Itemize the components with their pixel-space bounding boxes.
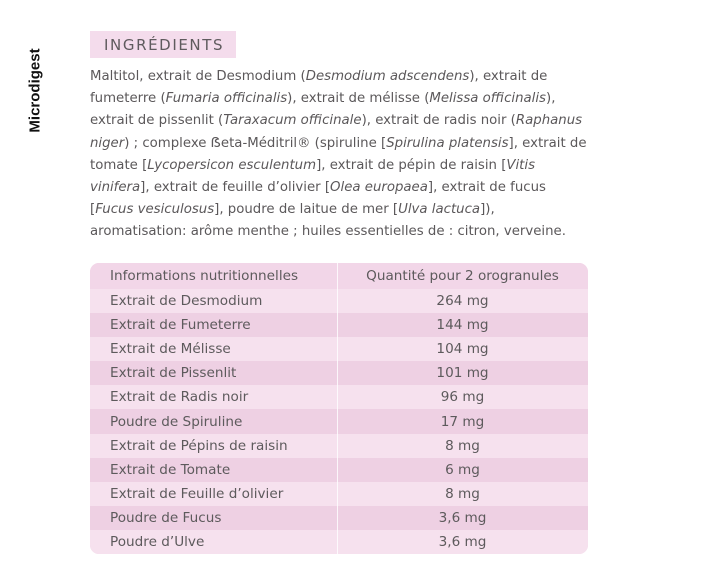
table-row [90, 337, 588, 361]
nutrient-quantity: 8 mg [445, 485, 480, 502]
nutrient-quantity: 101 mg [436, 365, 489, 382]
table-row [90, 482, 588, 506]
ingredients-heading [90, 31, 236, 58]
nutrient-quantity: 3,6 mg [438, 533, 487, 550]
ingredient-text: Maltitol, extrait de Desmodium ( [90, 69, 306, 84]
nutrient-name: Extrait de Pissenlit [110, 365, 237, 382]
latin-name: Olea europaea [330, 180, 428, 196]
table-row [90, 530, 588, 554]
latin-name: Desmodium adscendens [305, 69, 470, 84]
ingredients-text [90, 66, 590, 244]
nutrient-quantity: 8 mg [445, 437, 480, 454]
ingredient-text: ), extrait de pissenlit ( [90, 91, 556, 129]
table-header-row [90, 263, 588, 289]
nutrient-quantity: 17 mg [440, 413, 485, 430]
ingredient-text: ), extrait de fumeterre ( [90, 69, 548, 107]
nutrient-name: Extrait de Pépins de raisin [110, 437, 288, 454]
nutrient-name: Extrait de Mélisse [110, 341, 231, 358]
nutrient-quantity: 104 mg [436, 341, 489, 358]
nutrient-quantity: 264 mg [436, 293, 489, 310]
ingredients-heading-text: INGRÉDIENTS [104, 35, 225, 54]
nutrient-name: Extrait de Radis noir [110, 389, 249, 406]
table-row [90, 361, 588, 385]
latin-name: Spirulina platensis [386, 135, 509, 151]
latin-name: Taraxacum officinale [223, 113, 362, 129]
nutrient-name: Extrait de Fumeterre [110, 317, 251, 334]
nutrient-name: Poudre de Fucus [110, 509, 222, 526]
nutrient-quantity: 144 mg [436, 317, 489, 334]
latin-name: Ulva lactuca [398, 202, 481, 218]
ingredient-text: ], extrait de fucus [ [90, 180, 546, 218]
table-row [90, 313, 588, 337]
table-row [90, 458, 588, 482]
table-row [90, 385, 588, 409]
header-quantity: Quantité pour 2 orogranules [366, 268, 559, 284]
table-row [90, 434, 588, 458]
latin-name: Fucus vesiculosus [95, 202, 215, 218]
nutrient-name: Poudre de Spiruline [110, 413, 243, 430]
nutrient-name: Extrait de Feuille d’olivier [110, 485, 284, 502]
ingredient-text: ]), aromatisation: arôme menthe ; huiles essentielles de : citron, verveine. [90, 202, 566, 240]
nutrient-quantity: 3,6 mg [438, 509, 487, 526]
product-name-vertical [22, 38, 48, 142]
ingredient-text: ], poudre de laitue de mer [ [214, 202, 399, 218]
nutrient-quantity: 96 mg [440, 389, 485, 406]
header-nutrition-info: Informations nutritionnelles [110, 268, 299, 284]
ingredient-text: ], extrait de tomate [ [90, 135, 587, 173]
latin-name: Lycopersicon esculentum [147, 157, 317, 173]
table-row [90, 506, 588, 530]
latin-name: Vitis vinifera [90, 157, 536, 196]
nutrient-name: Extrait de Desmodium [110, 293, 263, 310]
ingredient-text: ), extrait de mélisse ( [287, 91, 430, 107]
ingredient-text: ), extrait de radis noir ( [361, 113, 516, 129]
nutrient-quantity: 6 mg [445, 461, 480, 478]
latin-name: Melissa officinalis [429, 91, 546, 107]
ingredient-text: ], extrait de feuille d’olivier [ [140, 180, 331, 196]
latin-name: Fumaria officinalis [165, 91, 288, 107]
nutrient-name: Poudre d’Ulve [110, 533, 205, 550]
ingredient-text: ], extrait de pépin de raisin [ [316, 157, 507, 173]
table-column-divider [337, 263, 338, 554]
table-row [90, 289, 588, 313]
ingredient-text: ) ; complexe ẞeta-Méditril® (spiruline [ [124, 135, 387, 151]
latin-name: Raphanus niger [90, 113, 583, 151]
nutrition-table [90, 263, 588, 554]
nutrient-name: Extrait de Tomate [110, 461, 231, 478]
product-name: Microdigest [26, 47, 44, 133]
table-row [90, 409, 588, 433]
